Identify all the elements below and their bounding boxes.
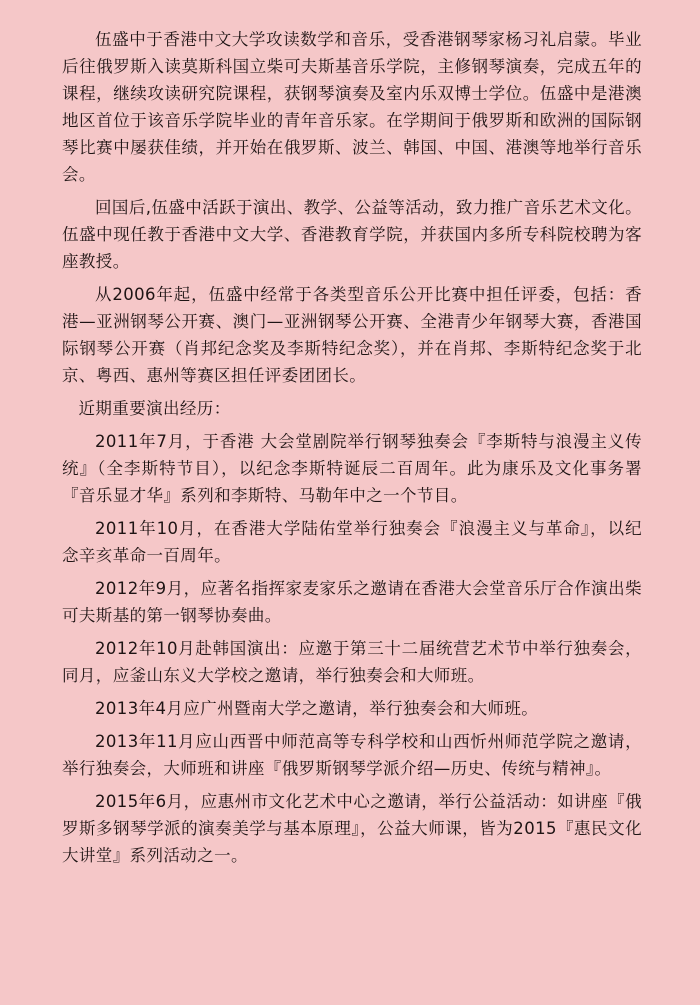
document-page (62, 26, 642, 875)
section-heading-performances: 近期重要演出经历： (78, 399, 231, 418)
performance-item: 2012年10月赴韩国演出：应邀于第三十二届统营艺术节中举行独奏会，同月，应釜山东义大学校之邀请，举行独奏会和大师班。 (62, 639, 642, 685)
performance-item: 2013年4月应广州暨南大学之邀请，举行独奏会和大师班。 (95, 699, 539, 718)
performance-item: 2015年6月，应惠州市文化艺术中心之邀请，举行公益活动：如讲座『俄罗斯多钢琴学派的演奏美学与基本原理』，公益大师课，皆为2015『惠民文化大讲堂』系列活动之一。 (62, 792, 642, 865)
paragraph-education: 伍盛中于香港中文大学攻读数学和音乐，受香港钢琴家杨习礼启蒙。毕业后往俄罗斯入读莫斯科国立柴可夫斯基音乐学院，主修钢琴演奏，完成五年的课程，继续攻读研究院课程，获钢琴演奏及室内乐双博士学位。伍盛中是港澳地区首位于该音乐学院毕业的青年音乐家。在学期间于俄罗斯和欧洲的国际钢琴比赛中屡获佳绩，并开始在俄罗斯、波兰、韩国、中国、港澳等地举行音乐会。 (62, 30, 642, 184)
paragraph-career: 回国后,伍盛中活跃于演出、教学、公益等活动，致力推广音乐艺术文化。伍盛中现任教于香港中文大学、香港教育学院，并获国内多所专科院校聘为客座教授。 (62, 198, 642, 271)
performance-item: 2011年7月，于香港 大会堂剧院举行钢琴独奏会『李斯特与浪漫主义传统』（全李斯特节目），以纪念李斯特诞辰二百周年。此为康乐及文化事务署『音乐显才华』系列和李斯特、马勒年中之一个节目。 (62, 432, 642, 505)
paragraph-judging: 从2006年起，伍盛中经常于各类型音乐公开比赛中担任评委，包括：香港—亚洲钢琴公开赛、澳门—亚洲钢琴公开赛、全港青少年钢琴大赛，香港国际钢琴公开赛（肖邦纪念奖及李斯特纪念奖），并在肖邦、李斯特纪念奖于北京、粤西、惠州等赛区担任评委团团长。 (62, 285, 642, 385)
performance-item: 2013年11月应山西晋中师范高等专科学校和山西忻州师范学院之邀请，举行独奏会，大师班和讲座『俄罗斯钢琴学派介绍—历史、传统与精神』。 (62, 732, 642, 778)
performance-item: 2012年9月，应著名指挥家麦家乐之邀请在香港大会堂音乐厅合作演出柴可夫斯基的第一钢琴协奏曲。 (62, 579, 642, 625)
performance-item: 2011年10月，在香港大学陆佑堂举行独奏会『浪漫主义与革命』，以纪念辛亥革命一百周年。 (62, 519, 642, 565)
